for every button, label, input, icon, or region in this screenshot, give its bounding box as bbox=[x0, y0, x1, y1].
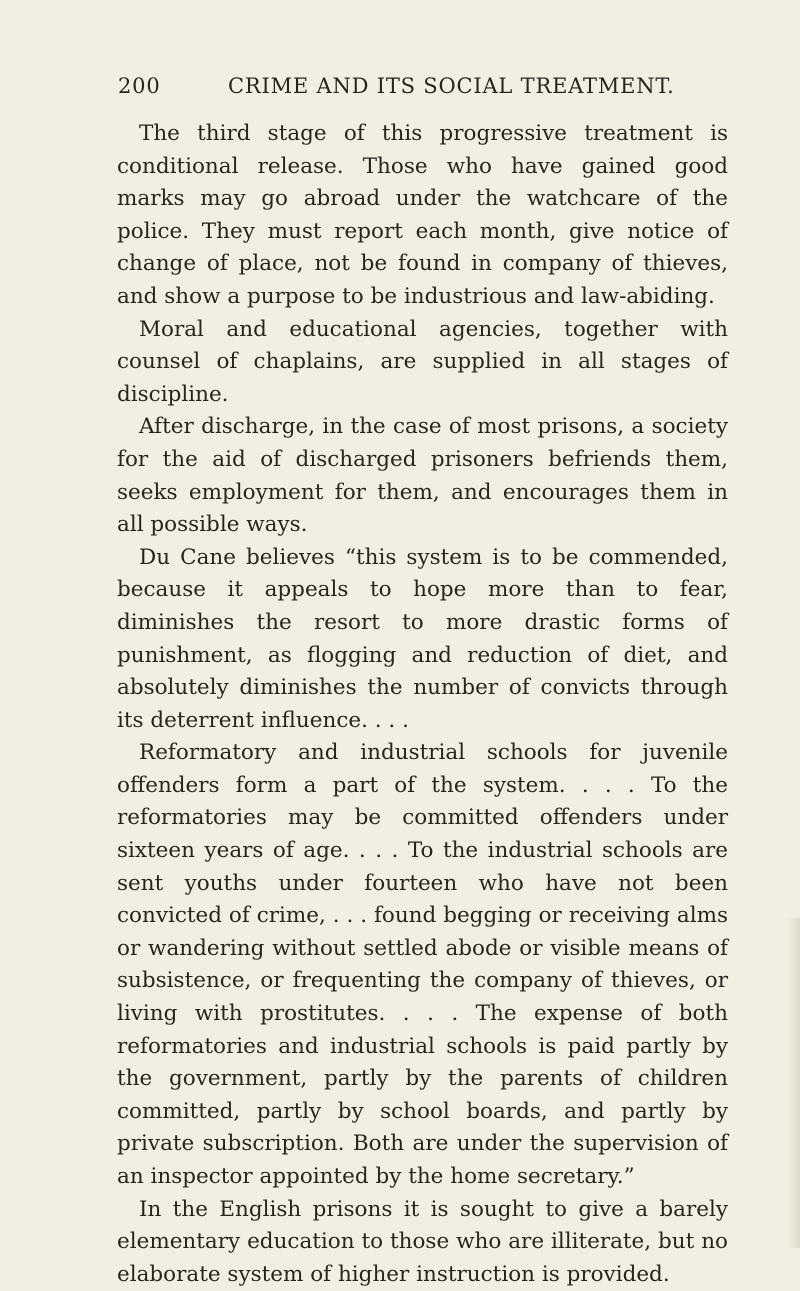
paragraph-english-prisons: In the English prisons it is sought to give a barely elementary education to those who are illiterate, but no elaborate system of higher instruction is provided. bbox=[117, 1196, 728, 1287]
paragraph-reformatory-schools: Reformatory and industrial schools for juvenile offenders form a part of the system. . . . To the reformatories may be committed offenders under sixteen years of age. . . . To the industrial schools are sent youths under fourteen who have not been convicted of crime, . . . found begging or receiving alms or wandering without settled abode or visible means of subsistence, or frequenting the company of thieves, or living with prostitutes. . . . The expense of both reformatories and industrial schools is paid partly by the government, partly by the parents of children committed, partly by school boards, and partly by private subscription. Both are under the supervision of an inspector appointed by the home secretary.” bbox=[117, 740, 728, 1189]
page-number: 200 bbox=[118, 74, 161, 98]
paragraph-du-cane-quote: Du Cane believes “this system is to be commended, because it appeals to hope more than to fear, diminishes the resort to more drastic forms of punishment, as flogging and reduction of diet, and absolutely diminishes the number of convicts through its deterrent influence. . . . bbox=[117, 544, 728, 733]
body-text bbox=[117, 118, 728, 1291]
paragraph-moral-agencies: Moral and educational agencies, together with counsel of chaplains, are supplied in all stages of discipline. bbox=[117, 316, 728, 407]
paragraph-conditional-release: The third stage of this progressive treatment is conditional release. Those who have gained good marks may go abroad under the watchcare of the police. They must report each month, give notice of change of place, not be found in company of thieves, and show a purpose to be industrious and law-abiding. bbox=[117, 121, 728, 309]
page-edge-shadow bbox=[788, 918, 800, 1248]
page-header bbox=[118, 74, 730, 98]
running-title: CRIME AND ITS SOCIAL TREATMENT. bbox=[228, 74, 675, 98]
paragraph-after-discharge: After discharge, in the case of most prisons, a society for the aid of discharged prisoners befriends them, seeks employment for them, and encourages them in all possible ways. bbox=[117, 414, 728, 538]
